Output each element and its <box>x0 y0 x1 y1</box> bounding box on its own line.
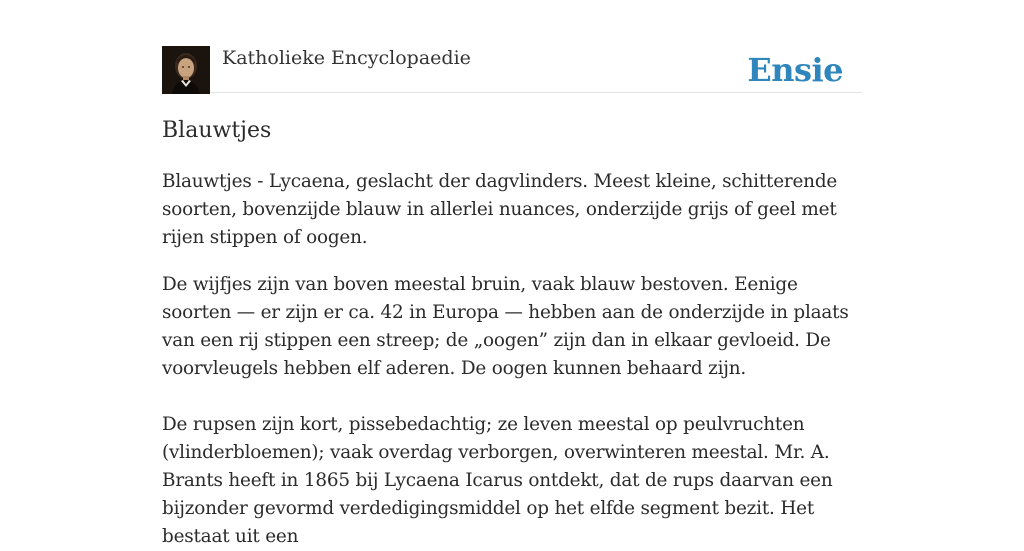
article-paragraph: Blauwtjes - Lycaena, geslacht der dagvlinders. Meest kleine, schitterende soorten, bovenzijde blauw in allerlei nuances, onderzijde grijs of geel met rijen stippen of oogen. <box>162 171 838 248</box>
publication-name[interactable]: Katholieke Encyclopaedie <box>222 47 471 69</box>
article-title: Blauwtjes <box>162 118 272 143</box>
article-paragraph: De wijfjes zijn van boven meestal bruin, vaak blauw bestoven. Eenige soorten — er zijn er ca. 42 in Europa — hebben aan de onderzijde in plaats van een rij stippen een streep; de „oogen” zijn dan in elkaar gevloeid. De voorvleugels hebben elf aderen. De oogen kunnen behaard zijn. <box>162 274 849 379</box>
portrait-avatar-icon[interactable] <box>162 46 210 94</box>
article-paragraph: De rupsen zijn kort, pissebedachtig; ze leven meestal op peulvruchten (vlinderbloemen); vaak overdag verborgen, overwinteren meestal. Mr. A. Brants heeft in 1865 bij Lycaena Icarus ontdekt, dat de rups daarvan een bijzonder gevormd verdedigingsmiddel op het elfde segment bezit. Het bestaat uit een <box>162 414 833 547</box>
page-container <box>162 0 862 547</box>
brand-logo[interactable]: Ensie <box>747 51 843 89</box>
header <box>162 0 862 93</box>
